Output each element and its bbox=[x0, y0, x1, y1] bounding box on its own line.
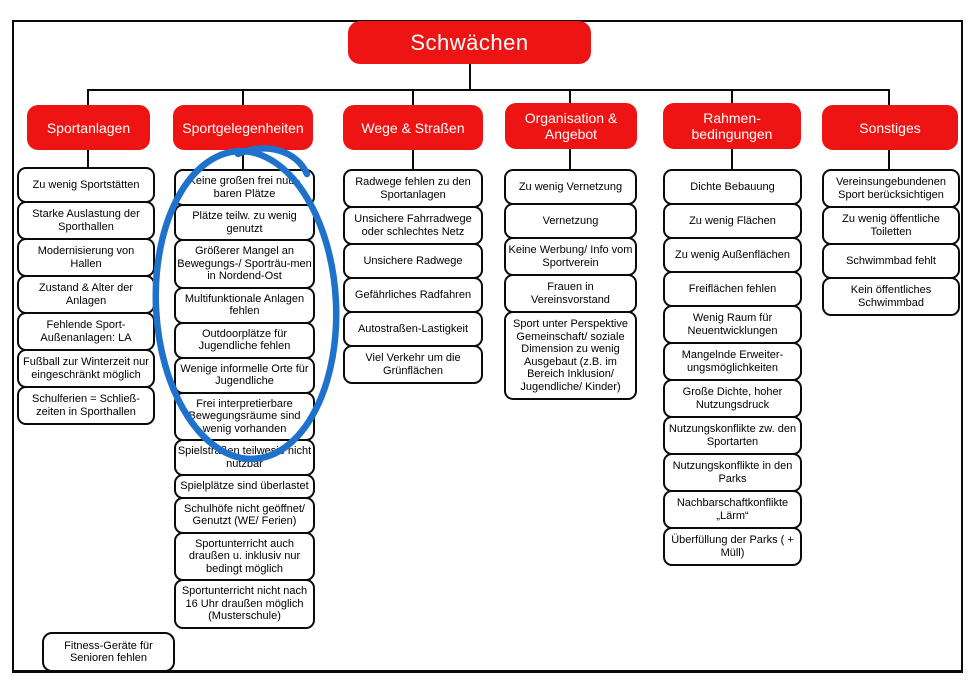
item-box: Zu wenig Flächen bbox=[663, 203, 802, 239]
column-header-sportgelegenheiten: Sportgelegenheiten bbox=[173, 105, 313, 150]
column-header-sportanlagen: Sportanlagen bbox=[27, 105, 150, 150]
item-box: Schulferien = Schließ-zeiten in Sporthallen bbox=[17, 386, 155, 425]
item-box: Größerer Mangel an Bewegungs-/ Sporträu-men in Nordend-Ost bbox=[174, 239, 315, 289]
column-header-rahmenbedingungen: Rahmen-bedingungen bbox=[663, 103, 801, 149]
item-box: Spielplätze sind überlastet bbox=[174, 474, 315, 499]
item-box: Keine Werbung/ Info vom Sportverein bbox=[504, 237, 637, 276]
item-box: Zustand & Alter der Anlagen bbox=[17, 275, 155, 314]
item-box: Vereinsungebundenen Sport berücksichtigen bbox=[822, 169, 960, 208]
item-box: Outdoorplätze für Jugendliche fehlen bbox=[174, 322, 315, 359]
column-sportanlagen bbox=[17, 167, 155, 425]
item-box: Viel Verkehr um die Grünflächen bbox=[343, 345, 483, 384]
column-sportgelegenheiten bbox=[174, 169, 315, 629]
item-box: Fehlende Sport-Außenanlagen: LA bbox=[17, 312, 155, 351]
item-box: Dichte Bebauung bbox=[663, 169, 802, 205]
item-box: Zu wenig Sportstätten bbox=[17, 167, 155, 203]
column-header-sonstiges: Sonstiges bbox=[822, 105, 958, 150]
item-box: Multifunktionale Anlagen fehlen bbox=[174, 287, 315, 324]
item-box: Gefährliches Radfahren bbox=[343, 277, 483, 313]
item-box: Sport unter Perspektive Gemeinschaft/ soziale Dimension zu wenig Ausgebaut (z.B. im Bereich Inklusion/ Jugendliche/ Kinder) bbox=[504, 311, 637, 400]
item-box: Fußball zur Winterzeit nur eingeschränkt möglich bbox=[17, 349, 155, 388]
column-organisation-angebot bbox=[504, 169, 637, 400]
item-box: Frei interpretierbare Bewegungsräume sind wenig vorhanden bbox=[174, 392, 315, 442]
column-header-wege-strassen: Wege & Straßen bbox=[343, 105, 483, 150]
root-node-schwaechen bbox=[348, 21, 591, 64]
column-rahmenbedingungen bbox=[663, 169, 802, 566]
item-box: Freiflächen fehlen bbox=[663, 271, 802, 307]
item-box: Zu wenig Außenflächen bbox=[663, 237, 802, 273]
item-box: Sportunterricht auch draußen u. inklusiv nur bedingt möglich bbox=[174, 532, 315, 582]
item-box: Zu wenig öffentliche Toiletten bbox=[822, 206, 960, 245]
item-box: Nutzungskonflikte zw. den Sportarten bbox=[663, 416, 802, 455]
item-box: Schwimmbad fehlt bbox=[822, 243, 960, 279]
floating-note-box: Fitness-Geräte für Senioren fehlen bbox=[42, 632, 175, 672]
item-box: Plätze teilw. zu wenig genutzt bbox=[174, 204, 315, 241]
item-box: Autostraßen-Lastigkeit bbox=[343, 311, 483, 347]
item-box: Modernisierung von Hallen bbox=[17, 238, 155, 277]
item-box: Vernetzung bbox=[504, 203, 637, 239]
item-box: Kein öffentliches Schwimmbad bbox=[822, 277, 960, 316]
item-box: Starke Auslastung der Sporthallen bbox=[17, 201, 155, 240]
item-box: Unsichere Radwege bbox=[343, 243, 483, 279]
root-node-label: Schwächen bbox=[410, 29, 529, 55]
item-box: Frauen in Vereinsvorstand bbox=[504, 274, 637, 313]
item-box: Schulhöfe nicht geöffnet/ Genutzt (WE/ Ferien) bbox=[174, 497, 315, 534]
item-box: Mangelnde Erweiter-ungsmöglichkeiten bbox=[663, 342, 802, 381]
item-box: Große Dichte, hoher Nutzungsdruck bbox=[663, 379, 802, 418]
item-box: Wenig Raum für Neuentwicklungen bbox=[663, 305, 802, 344]
item-box: Nutzungskonflikte in den Parks bbox=[663, 453, 802, 492]
item-box: Wenige informelle Orte für Jugendliche bbox=[174, 357, 315, 394]
column-header-organisation-angebot: Organisation & Angebot bbox=[505, 103, 637, 149]
item-box: Unsichere Fahrradwege oder schlechtes Netz bbox=[343, 206, 483, 245]
item-box: Spielstraßen teilwesie nicht nutzbar bbox=[174, 439, 315, 476]
item-box: Nachbarschaftkonflikte „Lärm“ bbox=[663, 490, 802, 529]
item-box: Zu wenig Vernetzung bbox=[504, 169, 637, 205]
item-box: Sportunterricht nicht nach 16 Uhr draußen möglich (Musterschule) bbox=[174, 579, 315, 629]
item-box: Überfüllung der Parks ( + Müll) bbox=[663, 527, 802, 566]
column-wege-strassen bbox=[343, 169, 483, 384]
item-box: Keine großen frei nutz-baren Plätze bbox=[174, 169, 315, 206]
item-box: Radwege fehlen zu den Sportanlagen bbox=[343, 169, 483, 208]
column-sonstiges bbox=[822, 169, 960, 316]
